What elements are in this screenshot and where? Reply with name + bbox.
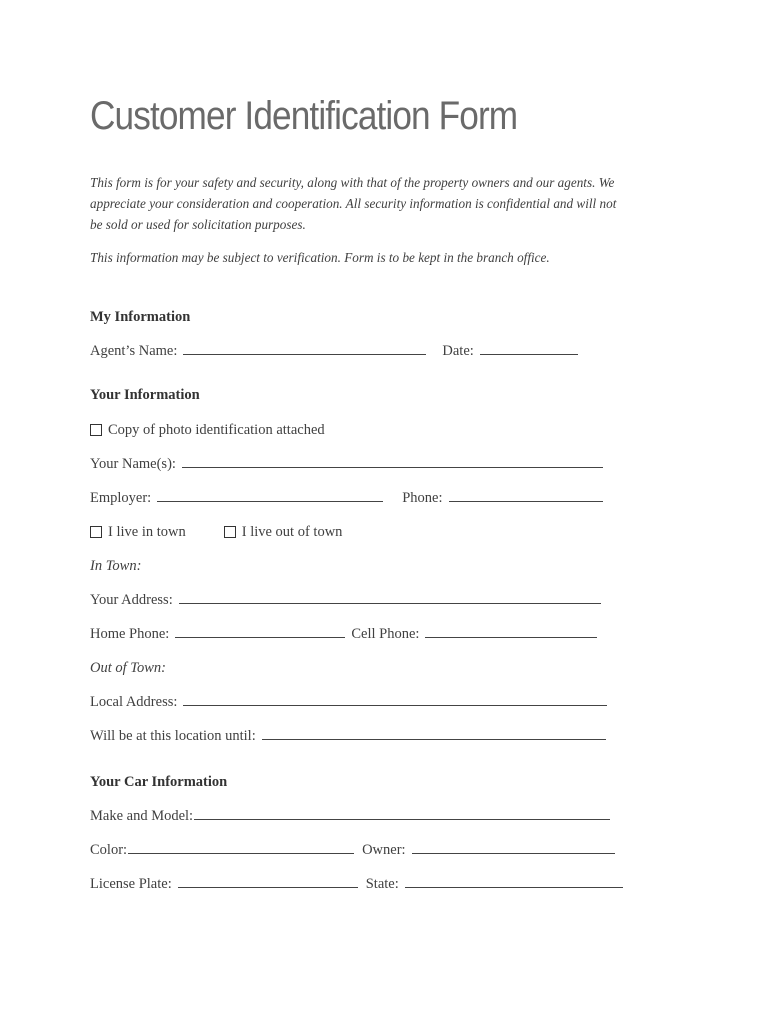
phone-label: Phone:: [402, 490, 443, 506]
color-field[interactable]: [128, 840, 354, 854]
live-in-town-label: I live in town: [108, 524, 186, 540]
cell-phone-field[interactable]: [425, 624, 597, 638]
license-plate-field[interactable]: [178, 874, 358, 888]
local-address-label: Local Address:: [90, 694, 178, 710]
intro-paragraph-2: This information may be subject to verification. Form is to be kept in the branch office.: [90, 250, 550, 265]
plate-state-row: [90, 874, 623, 894]
owner-label: Owner:: [362, 842, 406, 858]
names-row: [90, 454, 603, 474]
owner-field[interactable]: [412, 840, 615, 854]
photo-id-checkbox[interactable]: [90, 420, 325, 440]
agent-date-row: [90, 341, 578, 361]
photo-id-row: [90, 420, 325, 442]
live-out-of-town-checkbox[interactable]: [224, 522, 343, 542]
license-plate-label: License Plate:: [90, 876, 172, 892]
your-information-heading: Your Information: [90, 387, 200, 403]
intro-text: [90, 172, 630, 268]
live-out-of-town-label: I live out of town: [241, 524, 343, 540]
checkbox-icon: [90, 526, 102, 538]
photo-id-label: Copy of photo identification attached: [108, 422, 325, 438]
make-model-field[interactable]: [194, 806, 610, 820]
color-label: Color:: [90, 842, 128, 858]
cell-phone-label: Cell Phone:: [351, 626, 420, 642]
your-address-label: Your Address:: [90, 592, 173, 608]
intro-paragraph-1: This form is for your safety and security, along with that of the property owners and our agents. We appreciate your consideration and cooperation. All security information is confidential and will not be sold or used for solicitation purposes.: [90, 175, 617, 232]
until-field[interactable]: [262, 726, 606, 740]
car-information-heading: Your Car Information: [90, 774, 228, 790]
state-field[interactable]: [405, 874, 623, 888]
my-information-heading: My Information: [90, 309, 191, 325]
agent-name-field[interactable]: [183, 341, 426, 355]
your-names-label: Your Name(s):: [90, 456, 176, 472]
employer-field[interactable]: [157, 488, 383, 502]
make-model-label: Make and Model:: [90, 808, 194, 824]
make-model-row: [90, 806, 610, 826]
local-address-row: [90, 692, 607, 712]
employer-phone-row: [90, 488, 603, 508]
checkbox-icon: [90, 424, 102, 436]
phone-field[interactable]: [449, 488, 603, 502]
form-title: Customer Identification Form: [90, 94, 518, 138]
address-row: [90, 590, 601, 610]
in-town-heading: In Town:: [90, 558, 142, 574]
until-label: Will be at this location until:: [90, 728, 256, 744]
employer-label: Employer:: [90, 490, 152, 506]
live-in-town-checkbox[interactable]: [90, 522, 186, 542]
home-phone-label: Home Phone:: [90, 626, 170, 642]
home-phone-field[interactable]: [175, 624, 345, 638]
your-names-field[interactable]: [182, 454, 603, 468]
until-row: [90, 726, 606, 746]
checkbox-icon: [224, 526, 236, 538]
local-address-field[interactable]: [183, 692, 607, 706]
color-owner-row: [90, 840, 615, 860]
home-cell-phone-row: [90, 624, 597, 644]
agent-name-label: Agent’s Name:: [90, 343, 178, 359]
out-of-town-heading: Out of Town:: [90, 660, 167, 676]
date-field[interactable]: [480, 341, 578, 355]
date-label: Date:: [442, 343, 474, 359]
state-label: State:: [365, 876, 399, 892]
residence-row: [90, 522, 342, 544]
your-address-field[interactable]: [179, 590, 601, 604]
